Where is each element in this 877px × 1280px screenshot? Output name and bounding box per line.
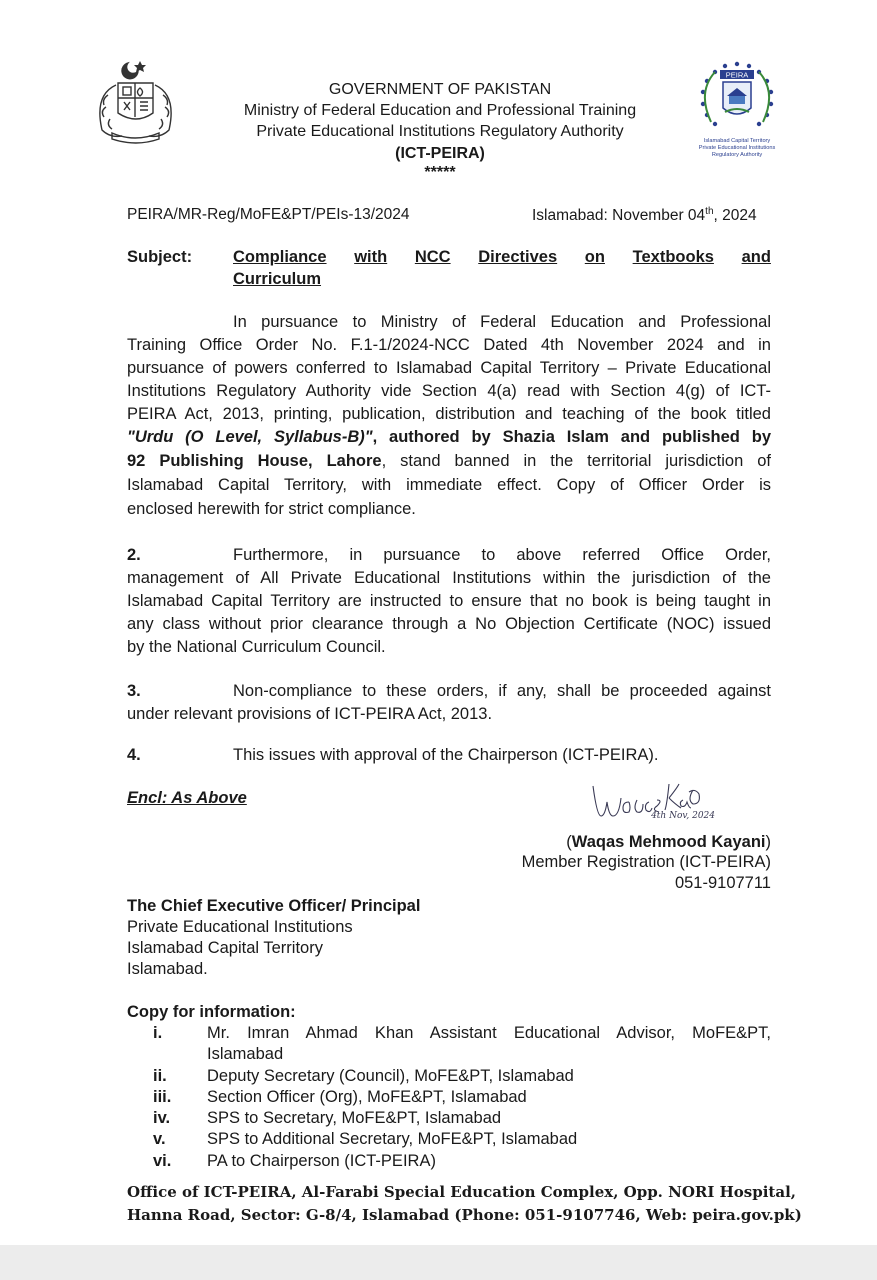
para3-number: 3. [127, 682, 141, 700]
copy-item-text: Deputy Secretary (Council), MoFE&PT, Islamabad [207, 1067, 574, 1085]
para1-line: "Urdu (O Level, Syllabus-B)", authored by Shazia Islam and published by [127, 428, 772, 446]
handwritten-signature [585, 772, 735, 834]
para2-line: Islamabad Capital Territory are instructed to ensure that no book is being taught in [127, 592, 771, 610]
para2-line: management of All Private Educational Institutions within the jurisdiction of the [127, 569, 771, 587]
subject-line-1: Compliance with NCC Directives on Textbooks and [233, 248, 771, 266]
para1-line: pursuance of powers conferred to Islamabad Capital Territory – Private Educational [127, 359, 771, 377]
handwritten-signature-date: 4th Nov, 2024 [651, 811, 715, 821]
para1-line: enclosed herewith for strict compliance. [127, 500, 416, 518]
para3-line: Non-compliance to these orders, if any, shall be proceeded against [233, 682, 771, 700]
peira-logo-caption-1: Islamabad Capital Territory [703, 138, 771, 144]
copy-item-number: v. [153, 1130, 166, 1148]
para1-line: Institutions Regulatory Authority vide Section 4(a) read with Section 4(g) of ICT- [127, 382, 771, 400]
copy-item-text: SPS to Additional Secretary, MoFE&PT, Islamabad [207, 1130, 578, 1148]
page-bottom-margin [0, 1245, 877, 1280]
header-authority: Private Educational Institutions Regulatory Authority [256, 123, 624, 140]
para1-line: Training Office Order No. F.1-1/2024-NCC Dated 4th November 2024 and in [127, 336, 771, 354]
peira-logo-caption-3: Regulatory Authority [711, 152, 763, 158]
enclosure-note: Encl: As Above [127, 789, 247, 807]
signatory-phone: 051-9107711 [674, 874, 771, 892]
peira-logo-caption-2: Private Educational Institutions [698, 145, 776, 151]
subject-line-2: Curriculum [233, 270, 322, 288]
copy-item-number: i. [153, 1024, 163, 1042]
copy-item-text: Section Officer (Org), MoFE&PT, Islamabad [207, 1088, 527, 1106]
header-government: GOVERNMENT OF PAKISTAN [328, 81, 552, 98]
footer-address-line-1: Office of ICT-PEIRA, Al-Farabi Special Education Complex, Opp. NORI Hospital, [127, 1183, 796, 1201]
copy-item-number: vi. [153, 1152, 172, 1170]
para1-line: Islamabad Capital Territory, with immediate effect. Copy of Officer Order is [127, 476, 771, 494]
addressee-line: Islamabad Capital Territory [127, 939, 323, 957]
copy-item-text: SPS to Secretary, MoFE&PT, Islamabad [207, 1109, 502, 1127]
signatory-designation: Member Registration (ICT-PEIRA) [521, 853, 771, 871]
copy-heading: Copy for information: [127, 1003, 296, 1021]
para1-line: In pursuance to Ministry of Federal Education and Professional [233, 313, 771, 331]
signatory-name: (Waqas Mehmood Kayani) [566, 833, 771, 851]
addressee-title: The Chief Executive Officer/ Principal [127, 897, 421, 915]
letter-date: Islamabad: November 04th, 2024 [532, 206, 757, 225]
header-acronym: (ICT-PEIRA) [395, 145, 485, 162]
government-emblem-icon [88, 55, 183, 150]
para4-line: This issues with approval of the Chairperson (ICT-PEIRA). [233, 746, 659, 764]
para1-line: 92 Publishing House, Lahore, stand banned in the territorial jurisdiction of [127, 452, 771, 470]
copy-item-text: Islamabad [207, 1045, 284, 1063]
footer-address-line-2: Hanna Road, Sector: G-8/4, Islamabad (Phone: 051-9107746, Web: peira.gov.pk) [127, 1206, 802, 1224]
peira-logo-icon [687, 58, 787, 164]
reference-number: PEIRA/MR-Reg/MoFE&PT/PEIs-13/2024 [127, 206, 410, 223]
header-ministry: Ministry of Federal Education and Professional Training [243, 102, 637, 119]
para1-line: PEIRA Act, 2013, printing, publication, distribution and teaching of the book titled [127, 405, 771, 423]
peira-logo-wordmark: PEIRA [725, 70, 749, 80]
para2-line: Furthermore, in pursuance to above referred Office Order, [233, 546, 771, 564]
copy-item-number: ii. [153, 1067, 167, 1085]
header-stars: ***** [424, 164, 456, 181]
para4-number: 4. [127, 746, 141, 764]
subject-label: Subject: [127, 248, 193, 266]
copy-item-number: iv. [153, 1109, 171, 1127]
addressee-line: Islamabad. [127, 960, 208, 978]
copy-item-text: PA to Chairperson (ICT-PEIRA) [207, 1152, 436, 1170]
para2-number: 2. [127, 546, 141, 564]
copy-item-number: iii. [153, 1088, 172, 1106]
copy-item-text: Mr. Imran Ahmad Khan Assistant Educational Advisor, MoFE&PT, [207, 1024, 771, 1042]
para3-line: under relevant provisions of ICT-PEIRA Act, 2013. [127, 705, 493, 723]
addressee-line: Private Educational Institutions [127, 918, 353, 936]
para2-line: any class without prior clearance through a No Objection Certificate (NOC) issued [127, 615, 771, 633]
para2-line: by the National Curriculum Council. [127, 638, 386, 656]
